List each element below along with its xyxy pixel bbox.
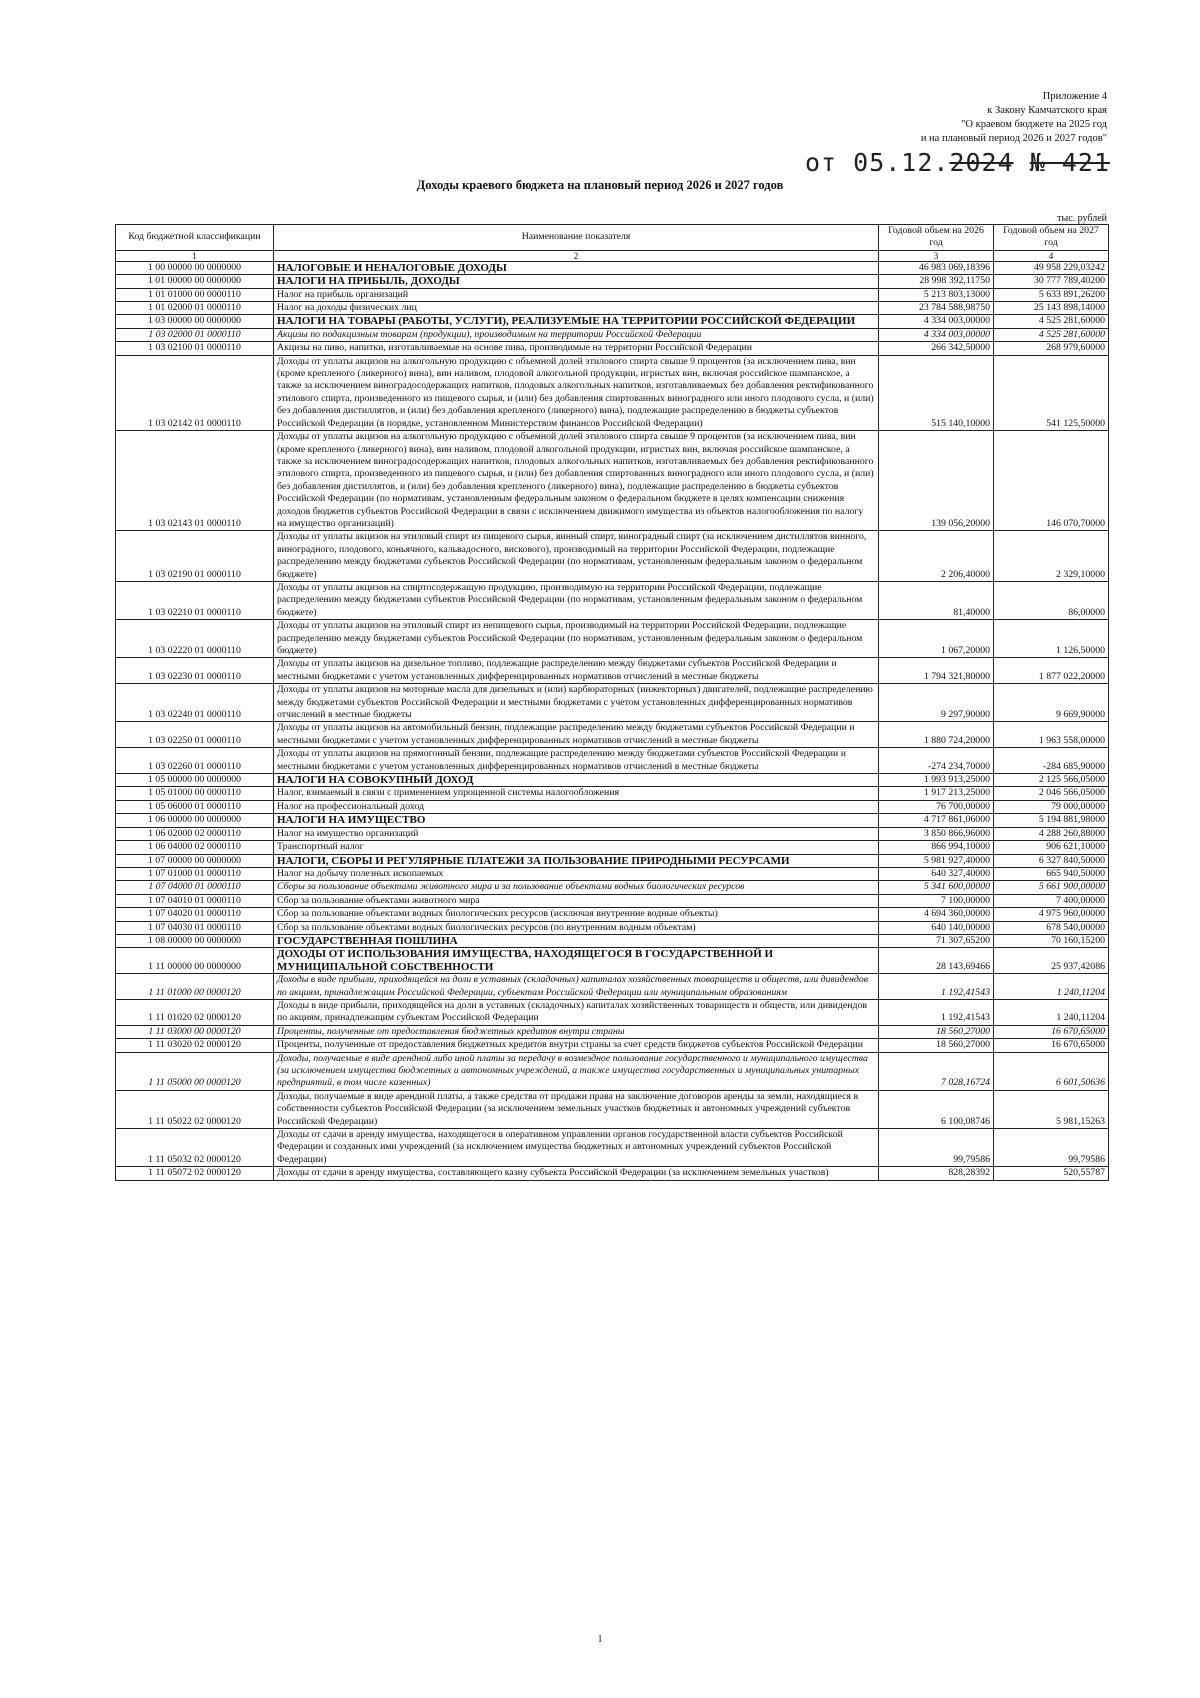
code-cell: 1 03 02230 01 0000110 bbox=[116, 658, 274, 684]
value-2026-cell: 2 206,40000 bbox=[879, 531, 994, 582]
value-2026-cell: 515 140,10000 bbox=[879, 355, 994, 430]
revenue-table bbox=[115, 224, 1109, 1181]
value-2027-cell: 16 670,65000 bbox=[994, 1025, 1109, 1038]
value-2026-cell: 4 717 861,06000 bbox=[879, 814, 994, 827]
table-row bbox=[116, 342, 1109, 355]
value-2027-cell: 6 327 840,50000 bbox=[994, 854, 1109, 867]
code-cell: 1 03 02240 01 0000110 bbox=[116, 684, 274, 722]
code-cell: 1 11 03020 02 0000120 bbox=[116, 1039, 274, 1052]
value-2027-cell: 5 194 881,98000 bbox=[994, 814, 1109, 827]
name-cell: Доходы от уплаты акцизов на моторные масла для дизельных и (или) карбюраторных (инжекторных) двигателей, подлежащие распределению между бюджетами субъектов Российской Федерации и местными бюджетами с учетом установленных дифференцированных нормативов отчислений в местные бюджеты bbox=[274, 684, 879, 722]
name-cell: Доходы от уплаты акцизов на этиловый спирт из непищевого сырья, производимый на территории Российской Федерации, подлежащие распределению между бюджетами субъектов Российской Федерации (по нормативам, установленным федеральным законом о федеральном бюджете) bbox=[274, 620, 879, 658]
value-2027-cell: 678 540,00000 bbox=[994, 921, 1109, 934]
table-row bbox=[116, 867, 1109, 880]
value-2026-cell: 7 028,16724 bbox=[879, 1052, 994, 1090]
code-cell: 1 03 02000 01 0000110 bbox=[116, 328, 274, 341]
value-2026-cell: 18 560,27000 bbox=[879, 1039, 994, 1052]
table-row bbox=[116, 684, 1109, 722]
table-row bbox=[116, 921, 1109, 934]
code-cell: 1 05 00000 00 0000000 bbox=[116, 774, 274, 787]
value-2027-cell: 4 525 281,60000 bbox=[994, 315, 1109, 328]
value-2026-cell: 9 297,90000 bbox=[879, 684, 994, 722]
value-2027-cell: 4 288 260,88000 bbox=[994, 827, 1109, 840]
value-2026-cell: 81,40000 bbox=[879, 581, 994, 619]
document-title: Доходы краевого бюджета на плановый период 2026 и 2027 годов bbox=[416, 178, 784, 192]
column-header-code: Код бюджетной классификации bbox=[116, 225, 274, 251]
table-row bbox=[116, 787, 1109, 800]
name-cell: Доходы от сдачи в аренду имущества, составляющего казну субъекта Российской Федерации (за исключением земельных участков) bbox=[274, 1167, 879, 1180]
code-cell: 1 06 04000 02 0000110 bbox=[116, 841, 274, 854]
name-cell: Проценты, полученные от предоставления бюджетных кредитов внутри страны bbox=[274, 1025, 879, 1038]
value-2026-cell: 6 100,08746 bbox=[879, 1090, 994, 1128]
table-row bbox=[116, 302, 1109, 315]
table-row bbox=[116, 841, 1109, 854]
code-cell: 1 03 02210 01 0000110 bbox=[116, 581, 274, 619]
value-2026-cell: 18 560,27000 bbox=[879, 1025, 994, 1038]
table-row bbox=[116, 774, 1109, 787]
value-2026-cell: 828,28392 bbox=[879, 1167, 994, 1180]
code-cell: 1 07 04000 01 0000110 bbox=[116, 881, 274, 894]
value-2027-cell: 541 125,50000 bbox=[994, 355, 1109, 430]
value-2027-cell: 16 670,65000 bbox=[994, 1039, 1109, 1052]
code-cell: 1 11 00000 00 0000000 bbox=[116, 948, 274, 974]
value-2026-cell: 1 880 724,20000 bbox=[879, 722, 994, 748]
table-header-row bbox=[116, 225, 1109, 251]
name-cell: Налог на имущество организаций bbox=[274, 827, 879, 840]
name-cell: Сборы за пользование объектами животного мира и за пользование объектами водных биологических ресурсов bbox=[274, 881, 879, 894]
name-cell: НАЛОГИ НА ПРИБЫЛЬ, ДОХОДЫ bbox=[274, 275, 879, 288]
table-row bbox=[116, 620, 1109, 658]
code-cell: 1 06 02000 02 0000110 bbox=[116, 827, 274, 840]
name-cell: Доходы от уплаты акцизов на дизельное топливо, подлежащие распределению между бюджетами субъектов Российской Федерации и местными бюджетами с учетом установленных дифференцированных нормативов отчислений в местные бюджеты bbox=[274, 658, 879, 684]
name-cell: Доходы от уплаты акцизов на автомобильный бензин, подлежащие распределению между бюджетами субъектов Российской Федерации и местными бюджетами с учетом установленных дифференцированных нормативов отчислений в местные бюджеты bbox=[274, 722, 879, 748]
value-2026-cell: 266 342,50000 bbox=[879, 342, 994, 355]
value-2027-cell: 1 240,11204 bbox=[994, 999, 1109, 1025]
name-cell: ДОХОДЫ ОТ ИСПОЛЬЗОВАНИЯ ИМУЩЕСТВА, НАХОДЯЩЕГОСЯ В ГОСУДАРСТВЕННОЙ И МУНИЦИПАЛЬНОЙ СОБСТВЕННОСТИ bbox=[274, 948, 879, 974]
annex-block bbox=[921, 90, 1107, 146]
value-2026-cell: 4 334 003,00000 bbox=[879, 328, 994, 341]
code-cell: 1 03 02220 01 0000110 bbox=[116, 620, 274, 658]
registration-stamp bbox=[805, 148, 1110, 177]
code-cell: 1 03 02142 01 0000110 bbox=[116, 355, 274, 430]
value-2027-cell: 1 877 022,20000 bbox=[994, 658, 1109, 684]
value-2026-cell: 99,79586 bbox=[879, 1129, 994, 1167]
value-2027-cell: 9 669,90000 bbox=[994, 684, 1109, 722]
value-2027-cell: 70 160,15200 bbox=[994, 934, 1109, 947]
table-row bbox=[116, 827, 1109, 840]
table-row bbox=[116, 328, 1109, 341]
table-row bbox=[116, 934, 1109, 947]
table-body bbox=[116, 261, 1109, 1180]
code-cell: 1 11 01000 00 0000120 bbox=[116, 974, 274, 1000]
value-2026-cell: 640 140,00000 bbox=[879, 921, 994, 934]
value-2027-cell: 99,79586 bbox=[994, 1129, 1109, 1167]
code-cell: 1 05 01000 00 0000110 bbox=[116, 787, 274, 800]
value-2027-cell: 5 633 891,26200 bbox=[994, 288, 1109, 301]
table-row bbox=[116, 1090, 1109, 1128]
column-header-2027: Годовой объем на 2027 год bbox=[994, 225, 1109, 251]
name-cell: Доходы, получаемые в виде арендной либо иной платы за передачу в возмездное пользование государственного и муниципального имущества (за исключением имущества бюджетных и автономных учреждений, а также имущества государственных и муниципальных унитарных предприятий, в том числе казенных) bbox=[274, 1052, 879, 1090]
code-cell: 1 03 00000 00 0000000 bbox=[116, 315, 274, 328]
table-row bbox=[116, 288, 1109, 301]
value-2027-cell: 906 621,10000 bbox=[994, 841, 1109, 854]
name-cell: Доходы от уплаты акцизов на алкогольную продукцию с объемной долей этилового спирта свыше 9 процентов (за исключением пива, вин (кроме крепленого (ликерного) вина), вин наливом, плодовой алкогольной продукции, игристых вин, включая российское шампанское, а также за исключением виноградосодержащих напитков, плодовых алкогольных напитков, изготавливаемых без добавления ректификованного этилового спирта, произведенного из пищевого сырья, и (или) без добавления спиртованных виноградного или иного плодового сусла, и (или) без добавления дистиллятов, и (или) без добавления крепленого (ликерного) вина), подлежащие распределению в бюджеты субъектов Российской Федерации (по нормативам, установленным федеральным законом о федеральном бюджете в целях компенсации снижения доходов бюджетов субъектов Российской Федерации в связи с исключением движимого имущества из объектов налогообложения по налогу на имущество организаций) bbox=[274, 431, 879, 531]
value-2026-cell: -274 234,70000 bbox=[879, 748, 994, 774]
code-cell: 1 11 05022 02 0000120 bbox=[116, 1090, 274, 1128]
table-row bbox=[116, 658, 1109, 684]
column-header-2026: Годовой объем на 2026 год bbox=[879, 225, 994, 251]
table-row bbox=[116, 1039, 1109, 1052]
name-cell: Доходы от уплаты акцизов на алкогольную продукцию с объемной долей этилового спирта свыше 9 процентов (за исключением пива, вин (кроме крепленого (ликерного) вина), вин наливом, плодовой алкогольной продукции, игристых вин, включая российское шампанское, а также за исключением виноградосодержащих напитков, плодовых алкогольных напитков, изготавливаемых без добавления ректификованного этилового спирта, произведенного из пищевого сырья, и (или) без добавления спиртованных виноградного или иного плодового сусла, и (или) без добавления дистиллятов, и (или) без добавления крепленого (ликерного) вина), подлежащие распределению в бюджеты субъектов Российской Федерации (в порядке, установленном Министерством финансов Российской Федерации) bbox=[274, 355, 879, 430]
table-row bbox=[116, 261, 1109, 274]
code-cell: 1 03 02260 01 0000110 bbox=[116, 748, 274, 774]
code-cell: 1 03 02143 01 0000110 bbox=[116, 431, 274, 531]
code-cell: 1 01 00000 00 0000000 bbox=[116, 275, 274, 288]
value-2027-cell: 268 979,60000 bbox=[994, 342, 1109, 355]
name-cell: Налог на доходы физических лиц bbox=[274, 302, 879, 315]
annex-line: Приложение 4 bbox=[1042, 91, 1107, 102]
value-2026-cell: 1 192,41543 bbox=[879, 974, 994, 1000]
value-2027-cell: 665 940,50000 bbox=[994, 867, 1109, 880]
value-2027-cell: 1 240,11204 bbox=[994, 974, 1109, 1000]
code-cell: 1 01 02000 01 0000110 bbox=[116, 302, 274, 315]
value-2026-cell: 866 994,10000 bbox=[879, 841, 994, 854]
name-cell: Доходы, получаемые в виде арендной платы, а также средства от продажи права на заключение договоров аренды за земли, находящиеся в собственности субъектов Российской Федерации (за исключением земельных участков бюджетных и автономных учреждений субъектов Российской Федерации) bbox=[274, 1090, 879, 1128]
code-cell: 1 01 01000 00 0000110 bbox=[116, 288, 274, 301]
code-cell: 1 11 01020 02 0000120 bbox=[116, 999, 274, 1025]
table-row bbox=[116, 275, 1109, 288]
value-2027-cell: 2 046 566,05000 bbox=[994, 787, 1109, 800]
table-row bbox=[116, 1025, 1109, 1038]
value-2026-cell: 640 327,40000 bbox=[879, 867, 994, 880]
value-2026-cell: 7 100,00000 bbox=[879, 894, 994, 907]
name-cell: НАЛОГИ НА ТОВАРЫ (РАБОТЫ, УСЛУГИ), РЕАЛИЗУЕМЫЕ НА ТЕРРИТОРИИ РОССИЙСКОЙ ФЕДЕРАЦИИ bbox=[274, 315, 879, 328]
code-cell: 1 06 00000 00 0000000 bbox=[116, 814, 274, 827]
annex-line: "О краевом бюджете на 2025 год bbox=[961, 119, 1107, 130]
value-2027-cell: 49 958 229,03242 bbox=[994, 261, 1109, 274]
table-row bbox=[116, 748, 1109, 774]
value-2027-cell: 5 981,15263 bbox=[994, 1090, 1109, 1128]
value-2026-cell: 3 850 866,96000 bbox=[879, 827, 994, 840]
table-row bbox=[116, 948, 1109, 974]
table-row bbox=[116, 999, 1109, 1025]
value-2027-cell: 2 125 566,05000 bbox=[994, 774, 1109, 787]
code-cell: 1 08 00000 00 0000000 bbox=[116, 934, 274, 947]
name-cell: Сбор за пользование объектами водных биологических ресурсов (исключая внутренние водные объекты) bbox=[274, 908, 879, 921]
table-row bbox=[116, 722, 1109, 748]
table-row bbox=[116, 431, 1109, 531]
name-cell: Доходы от уплаты акцизов на прямогонный бензин, подлежащие распределению между бюджетами субъектов Российской Федерации и местными бюджетами с учетом установленных дифференцированных нормативов отчислений в местные бюджеты bbox=[274, 748, 879, 774]
value-2027-cell: 1 963 558,00000 bbox=[994, 722, 1109, 748]
name-cell: Доходы от уплаты акцизов на этиловый спирт из пищевого сырья, винный спирт, виноградный спирт (за исключением дистиллятов винного, виноградного, плодового, коньячного, кальвадосного, вискового), производимый на территории Российской Федерации, подлежащие распределению между бюджетами субъектов Российской Федерации (по нормативам, установленным федеральным законом о федеральном бюджете) bbox=[274, 531, 879, 582]
name-cell: Сбор за пользование объектами животного мира bbox=[274, 894, 879, 907]
name-cell: Доходы в виде прибыли, приходящейся на доли в уставных (складочных) капиталах хозяйственных товариществ и обществ, или дивидендов по акциям, принадлежащим Российской Федерации, субъектам Российской Федерации или муниципальным образованиям bbox=[274, 974, 879, 1000]
code-cell: 1 07 04030 01 0000110 bbox=[116, 921, 274, 934]
value-2026-cell: 46 983 069,18396 bbox=[879, 261, 994, 274]
value-2027-cell: 25 937,42086 bbox=[994, 948, 1109, 974]
value-2026-cell: 1 993 913,25000 bbox=[879, 774, 994, 787]
code-cell: 1 07 00000 00 0000000 bbox=[116, 854, 274, 867]
code-cell: 1 07 04010 01 0000110 bbox=[116, 894, 274, 907]
value-2027-cell: 86,00000 bbox=[994, 581, 1109, 619]
name-cell: Транспортный налог bbox=[274, 841, 879, 854]
code-cell: 1 03 02100 01 0000110 bbox=[116, 342, 274, 355]
value-2026-cell: 139 056,20000 bbox=[879, 431, 994, 531]
value-2026-cell: 4 334 003,00000 bbox=[879, 315, 994, 328]
column-header-name: Наименование показателя bbox=[274, 225, 879, 251]
value-2026-cell: 1 192,41543 bbox=[879, 999, 994, 1025]
code-cell: 1 03 02190 01 0000110 bbox=[116, 531, 274, 582]
value-2027-cell: 7 400,00000 bbox=[994, 894, 1109, 907]
name-cell: НАЛОГОВЫЕ И НЕНАЛОГОВЫЕ ДОХОДЫ bbox=[274, 261, 879, 274]
value-2026-cell: 1 794 321,80000 bbox=[879, 658, 994, 684]
name-cell: ГОСУДАРСТВЕННАЯ ПОШЛИНА bbox=[274, 934, 879, 947]
column-number: 3 bbox=[879, 250, 994, 261]
name-cell: Доходы от уплаты акцизов на спиртосодержащую продукцию, производимую на территории Российской Федерации, подлежащие распределению между бюджетами субъектов Российской Федерации (по нормативам, установленным федеральным законом о федеральном бюджете) bbox=[274, 581, 879, 619]
table-row bbox=[116, 894, 1109, 907]
table-row bbox=[116, 814, 1109, 827]
value-2026-cell: 5 341 600,00000 bbox=[879, 881, 994, 894]
table-row bbox=[116, 531, 1109, 582]
code-cell: 1 11 05032 02 0000120 bbox=[116, 1129, 274, 1167]
value-2026-cell: 28 998 392,11750 bbox=[879, 275, 994, 288]
value-2026-cell: 4 694 360,00000 bbox=[879, 908, 994, 921]
table-row bbox=[116, 581, 1109, 619]
value-2027-cell: 2 329,10000 bbox=[994, 531, 1109, 582]
name-cell: НАЛОГИ, СБОРЫ И РЕГУЛЯРНЫЕ ПЛАТЕЖИ ЗА ПОЛЬЗОВАНИЕ ПРИРОДНЫМИ РЕСУРСАМИ bbox=[274, 854, 879, 867]
name-cell: НАЛОГИ НА СОВОКУПНЫЙ ДОХОД bbox=[274, 774, 879, 787]
table-row bbox=[116, 854, 1109, 867]
page-number: 1 bbox=[597, 1634, 603, 1645]
table-row bbox=[116, 1052, 1109, 1090]
name-cell: Налог на прибыль организаций bbox=[274, 288, 879, 301]
table-row bbox=[116, 881, 1109, 894]
name-cell: Налог на профессиональный доход bbox=[274, 800, 879, 813]
value-2027-cell: 79 000,00000 bbox=[994, 800, 1109, 813]
stamp-date-prefix: от 05.12. bbox=[804, 148, 950, 177]
column-number: 1 bbox=[116, 250, 274, 261]
name-cell: Налог на добычу полезных ископаемых bbox=[274, 867, 879, 880]
table-row bbox=[116, 800, 1109, 813]
value-2027-cell: 4 525 281,60000 bbox=[994, 328, 1109, 341]
name-cell: Доходы в виде прибыли, приходящейся на доли в уставных (складочных) капиталах хозяйственных товариществ и обществ, или дивидендов по акциям, принадлежащим субъектам Российской Федерации bbox=[274, 999, 879, 1025]
column-number-row bbox=[116, 250, 1109, 261]
units-label: тыс. рублей bbox=[1057, 213, 1107, 224]
code-cell: 1 00 00000 00 0000000 bbox=[116, 261, 274, 274]
annex-line: к Закону Камчатского края bbox=[987, 105, 1107, 116]
name-cell: Сбор за пользование объектами водных биологических ресурсов (по внутренним водным объектам) bbox=[274, 921, 879, 934]
code-cell: 1 05 06000 01 0000110 bbox=[116, 800, 274, 813]
code-cell: 1 03 02250 01 0000110 bbox=[116, 722, 274, 748]
column-number: 2 bbox=[274, 250, 879, 261]
value-2026-cell: 28 143,69466 bbox=[879, 948, 994, 974]
code-cell: 1 07 04020 01 0000110 bbox=[116, 908, 274, 921]
annex-line: и на плановый период 2026 и 2027 годов" bbox=[920, 133, 1107, 144]
value-2027-cell: -284 685,90000 bbox=[994, 748, 1109, 774]
name-cell: Налог, взимаемый в связи с применением упрощенной системы налогообложения bbox=[274, 787, 879, 800]
value-2027-cell: 25 143 898,14000 bbox=[994, 302, 1109, 315]
value-2026-cell: 5 213 803,13000 bbox=[879, 288, 994, 301]
value-2026-cell: 71 307,65200 bbox=[879, 934, 994, 947]
value-2026-cell: 5 981 927,40000 bbox=[879, 854, 994, 867]
table-row bbox=[116, 908, 1109, 921]
value-2027-cell: 4 975 960,00000 bbox=[994, 908, 1109, 921]
value-2027-cell: 146 070,70000 bbox=[994, 431, 1109, 531]
code-cell: 1 11 03000 00 0000120 bbox=[116, 1025, 274, 1038]
column-number: 4 bbox=[994, 250, 1109, 261]
table-row bbox=[116, 1129, 1109, 1167]
code-cell: 1 07 01000 01 0000110 bbox=[116, 867, 274, 880]
value-2026-cell: 23 784 588,98750 bbox=[879, 302, 994, 315]
name-cell: Акцизы по подакцизным товарам (продукции), производимым на территории Российской Федерации bbox=[274, 328, 879, 341]
value-2026-cell: 76 700,00000 bbox=[879, 800, 994, 813]
stamp-number: № 421 bbox=[1029, 148, 1110, 177]
name-cell: Проценты, полученные от предоставления бюджетных кредитов внутри страны за счет средств бюджетов субъектов Российской Федерации bbox=[274, 1039, 879, 1052]
table-row bbox=[116, 1167, 1109, 1180]
value-2026-cell: 1 067,20000 bbox=[879, 620, 994, 658]
name-cell: Акцизы на пиво, напитки, изготавливаемые на основе пива, производимые на территории Российской Федерации bbox=[274, 342, 879, 355]
table-row bbox=[116, 315, 1109, 328]
name-cell: НАЛОГИ НА ИМУЩЕСТВО bbox=[274, 814, 879, 827]
stamp-year: 2024 bbox=[949, 148, 1014, 177]
value-2026-cell: 1 917 213,25000 bbox=[879, 787, 994, 800]
value-2027-cell: 6 601,50636 bbox=[994, 1052, 1109, 1090]
value-2027-cell: 1 126,50000 bbox=[994, 620, 1109, 658]
value-2027-cell: 5 661 900,00000 bbox=[994, 881, 1109, 894]
table-row bbox=[116, 974, 1109, 1000]
value-2027-cell: 520,55787 bbox=[994, 1167, 1109, 1180]
code-cell: 1 11 05000 00 0000120 bbox=[116, 1052, 274, 1090]
table-row bbox=[116, 355, 1109, 430]
value-2027-cell: 30 777 789,40200 bbox=[994, 275, 1109, 288]
name-cell: Доходы от сдачи в аренду имущества, находящегося в оперативном управлении органов государственной власти субъектов Российской Федерации и созданных ими учреждений (за исключением имущества бюджетных и автономных учреждений субъектов Российской Федерации) bbox=[274, 1129, 879, 1167]
code-cell: 1 11 05072 02 0000120 bbox=[116, 1167, 274, 1180]
